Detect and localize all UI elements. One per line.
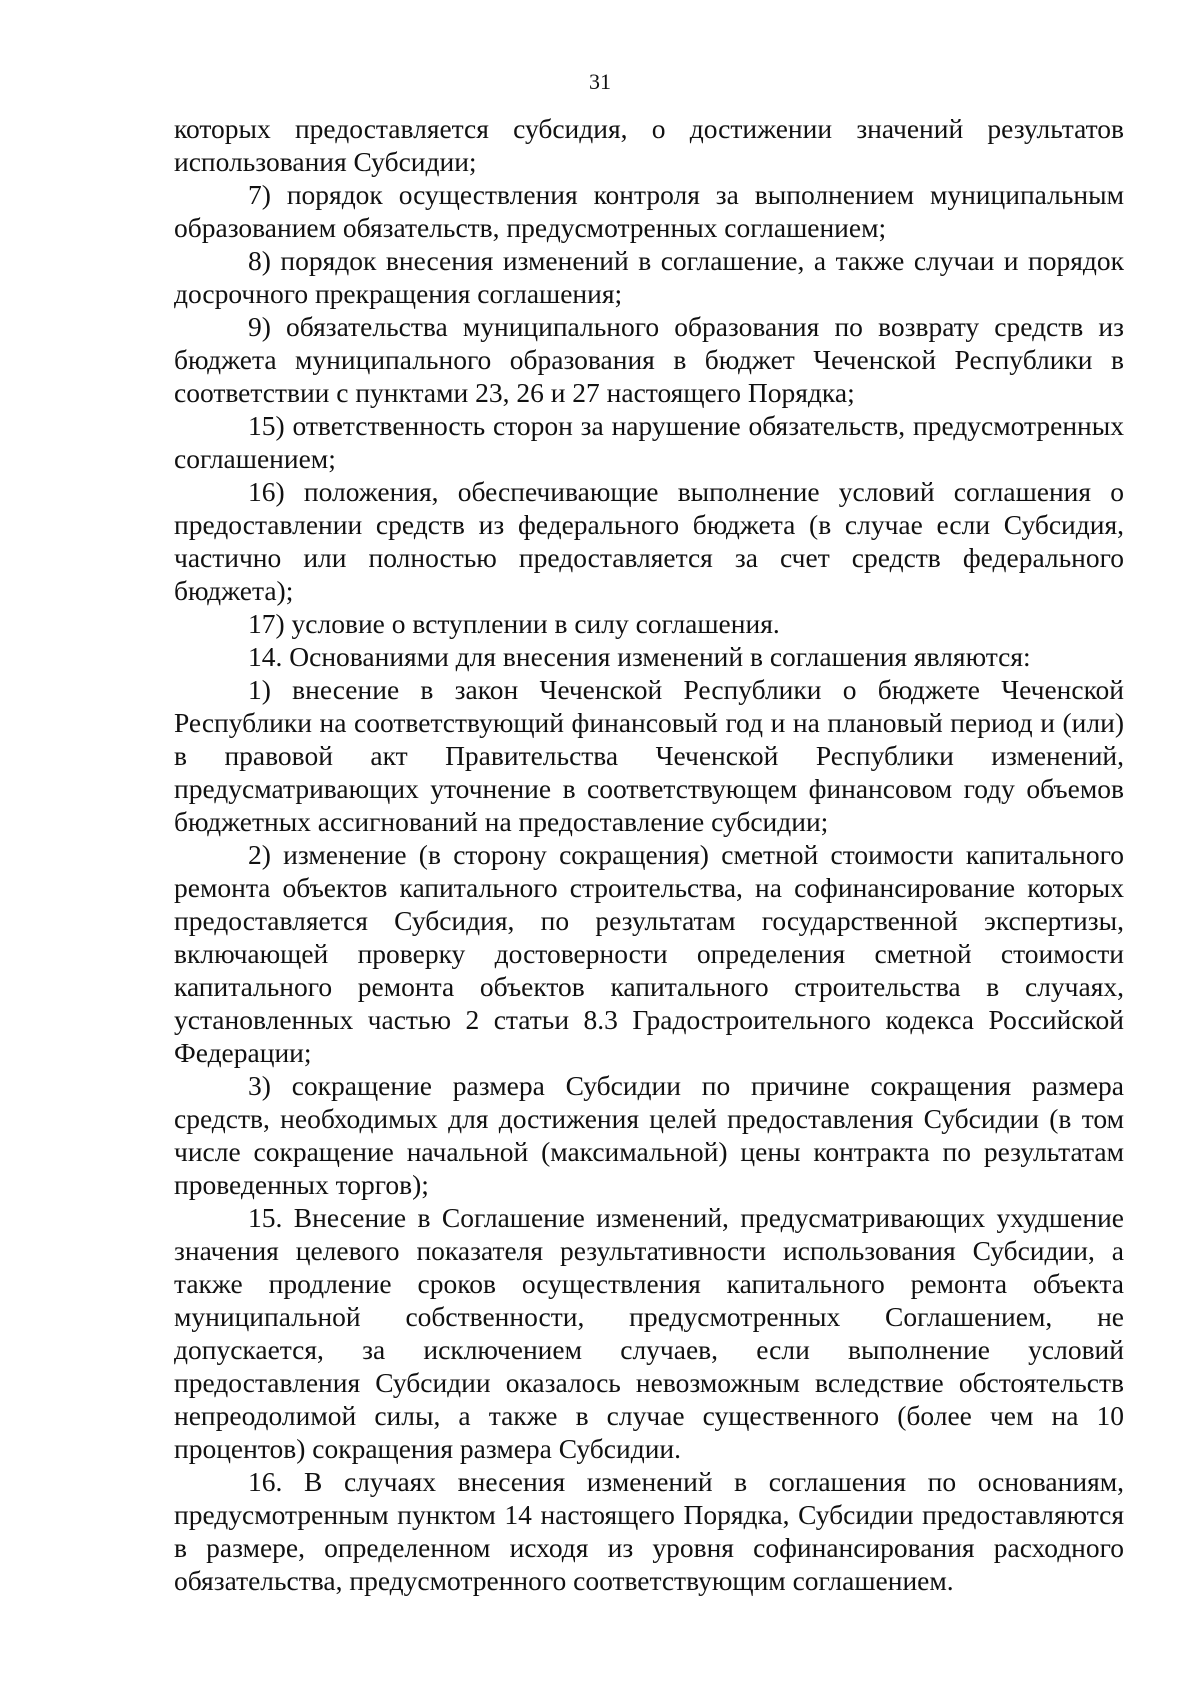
paragraph: 3) сокращение размера Субсидии по причине сокращения размера средств, необходимых для достижения целей предоставления Субсидии (в том числе сокращение начальной (максимальной) цены контракта по результатам проведенных торгов); xyxy=(174,1070,1124,1200)
paragraph: 17) условие о вступлении в силу соглашения. xyxy=(248,608,780,639)
document-body xyxy=(174,112,1124,1597)
paragraph: 1) внесение в закон Чеченской Республики о бюджете Чеченской Республики на соответствующий финансовый год и на плановый период и (или) в правовой акт Правительства Чеченской Республики изменений, предусматривающих уточнение в соответствующем финансовом году объемов бюджетных ассигнований на предоставление субсидии; xyxy=(174,674,1124,837)
paragraph: 2) изменение (в сторону сокращения) сметной стоимости капитального ремонта объектов капитального строительства, на софинансирование которых предоставляется Субсидия, по результатам государственной экспертизы, включающей проверку достоверности определения сметной стоимости капитального ремонта объектов капитального строительства в случаях, установленных частью 2 статьи 8.3 Градостроительного кодекса Российской Федерации; xyxy=(174,839,1124,1068)
paragraph: 15) ответственность сторон за нарушение обязательств, предусмотренных соглашением; xyxy=(174,410,1124,474)
paragraph: 8) порядок внесения изменений в соглашение, а также случаи и порядок досрочного прекращения соглашения; xyxy=(174,245,1124,309)
paragraph: 14. Основаниями для внесения изменений в соглашения являются: xyxy=(248,641,1031,672)
paragraph: 9) обязательства муниципального образования по возврату средств из бюджета муниципального образования в бюджет Чеченской Республики в соответствии с пунктами 23, 26 и 27 настоящего Порядка; xyxy=(174,311,1124,408)
paragraph: 7) порядок осуществления контроля за выполнением муниципальным образованием обязательств, предусмотренных соглашением; xyxy=(174,179,1124,243)
page-number: 31 xyxy=(589,69,611,94)
paragraph: 16. В случаях внесения изменений в соглашения по основаниям, предусмотренным пунктом 14 настоящего Порядка, Субсидии предоставляются в размере, определенном исходя из уровня софинансирования расходного обязательства, предусмотренного соответствующим соглашением. xyxy=(174,1466,1124,1596)
paragraph: 15. Внесение в Соглашение изменений, предусматривающих ухудшение значения целевого показателя результативности использования Субсидии, а также продление сроков осуществления капитального ремонта объекта муниципальной собственности, предусмотренных Соглашением, не допускается, за исключением случаев, если выполнение условий предоставления Субсидии оказалось невозможным вследствие обстоятельств непреодолимой силы, а также в случае существенного (более чем на 10 процентов) сокращения размера Субсидии. xyxy=(174,1202,1124,1464)
paragraph: 16) положения, обеспечивающие выполнение условий соглашения о предоставлении средств из федерального бюджета (в случае если Субсидия, частично или полностью предоставляется за счет средств федерального бюджета); xyxy=(174,476,1124,606)
paragraph: которых предоставляется субсидия, о достижении значений результатов использования Субсидии; xyxy=(174,113,1124,177)
